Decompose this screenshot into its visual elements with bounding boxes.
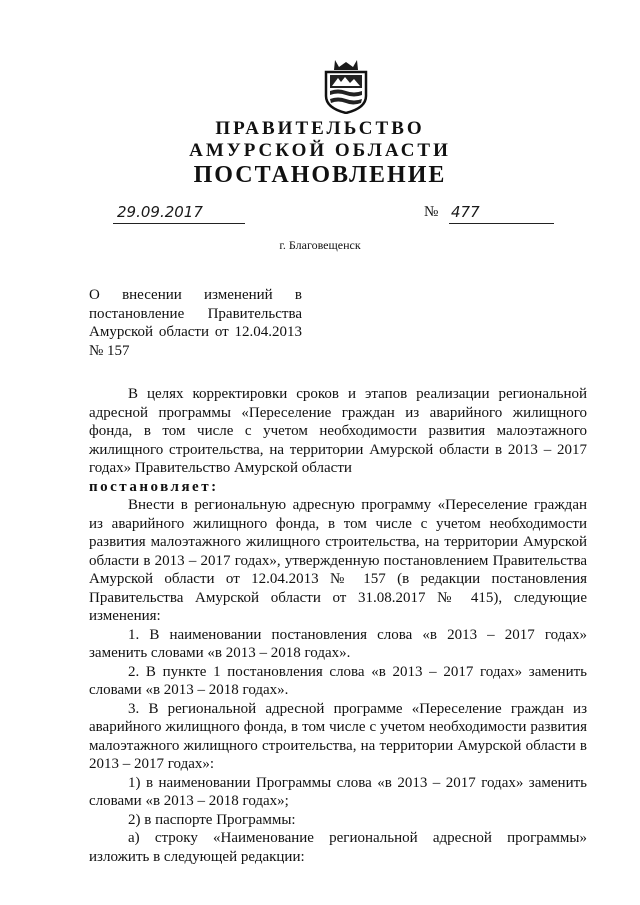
resolves-word: постановляет: (89, 478, 219, 495)
paragraph-item-1: 1. В наименовании постановления слова «в 2013 – 2017 годах» заменить словами «в 2013 – 2018 годах». (89, 626, 587, 661)
paragraph-subitem-2a: а) строку «Наименование региональной адресной программы» изложить в следующей редакции: (89, 830, 587, 865)
paragraph-subitem-1: 1) в наименовании Программы слова «в 2013 – 2017 годах» заменить словами «в 2013 – 2018 годах»; (89, 774, 587, 809)
government-title: ПРАВИТЕЛЬСТВО (215, 118, 425, 139)
paragraph-item-2: 2. В пункте 1 постановления слова «в 2013 – 2017 годах» заменить словами «в 2013 – 2018 годах». (89, 663, 587, 698)
paragraph-item-3: 3. В региональной адресной программе «Переселение граждан из аварийного жилищного фонда, в том числе с учетом необходимости развития малоэтажного жилищного строительства, на территории Амурской области в 2013 – 2017 годах»: (89, 700, 587, 772)
paragraph-subitem-2: 2) в паспорте Программы: (128, 811, 296, 828)
city-name: г. Благовещенск (279, 238, 361, 252)
coat-of-arms-icon (323, 58, 369, 114)
document-number: 477 (449, 203, 554, 224)
number-label: № (424, 204, 439, 220)
document-date: 29.09.2017 (113, 203, 245, 224)
document-type-title: ПОСТАНОВЛЕНИЕ (193, 162, 447, 188)
region-title: АМУРСКОЙ ОБЛАСТИ (189, 140, 451, 161)
document-subject: О внесении изменений в постановление Правительства Амурской области от 12.04.2013 № 157 (89, 287, 302, 359)
preamble-paragraph: В целях корректировки сроков и этапов реализации региональной адресной программы «Переселение граждан из аварийного жилищного фонда, в том числе с учетом необходимости развития малоэтажного жилищного строительства, на территории Амурской области в 2013 – 2017 годах» Правительство Амурской области (89, 386, 587, 476)
paragraph-main: Внести в региональную адресную программу «Переселение граждан из аварийного жилищного фонда, в том числе с учетом необходимости развития малоэтажного жилищного строительства, на территории Амурской области в 2013 – 2017 годах», утвержденную постановлением Правительства Амурской области от 12.04.2013 № 157 (в редакции постановления Правительства Амурской области от 31.08.2017 № 415), следующие изменения: (89, 497, 587, 624)
document-body (89, 385, 587, 866)
